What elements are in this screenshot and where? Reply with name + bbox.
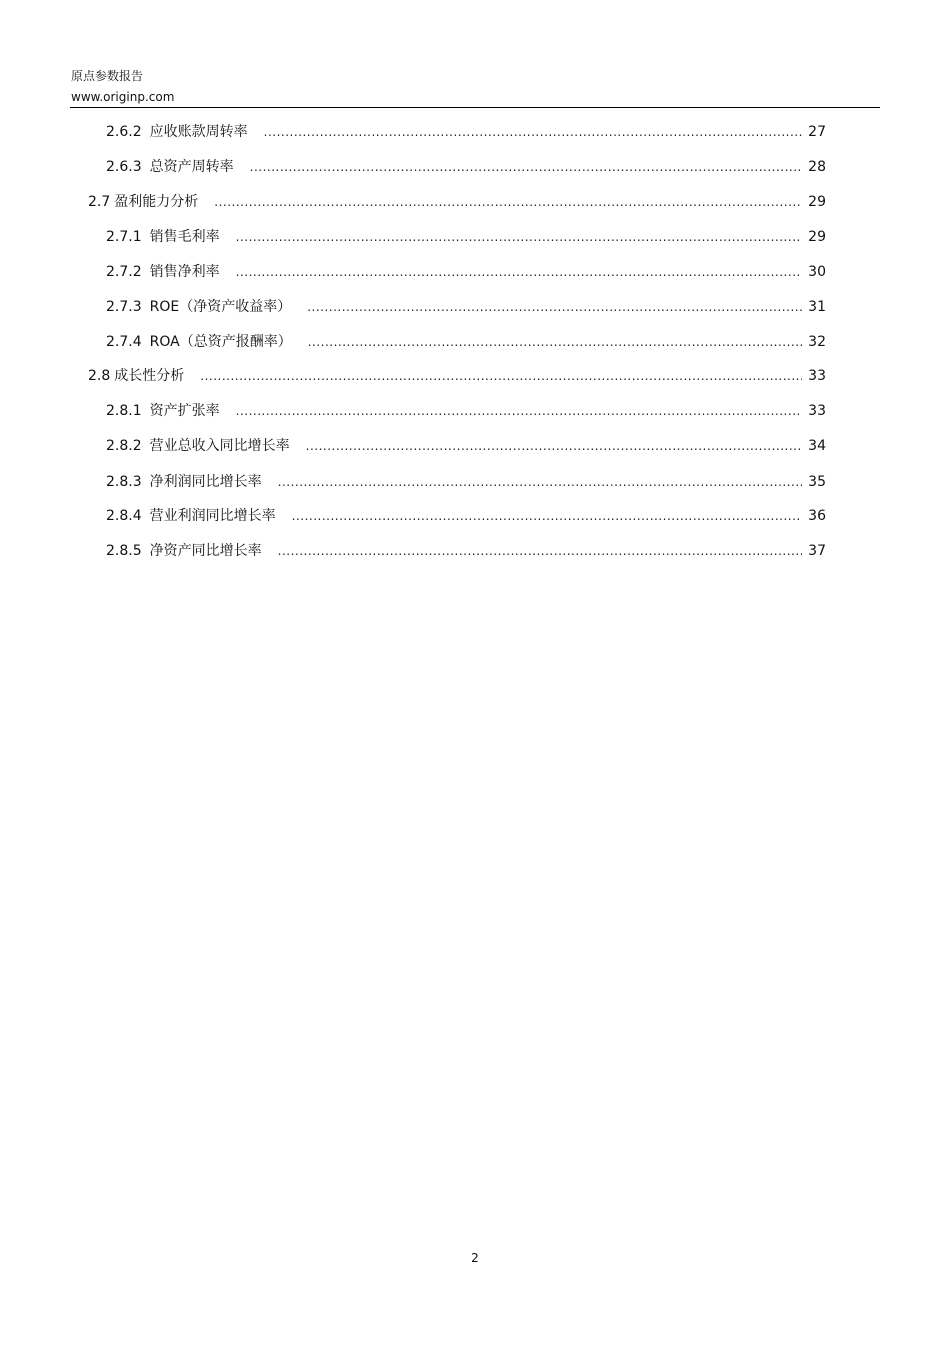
toc-entry-number: 2.6.2 — [106, 124, 142, 140]
toc-entry-number: 2.8.5 — [106, 543, 142, 559]
toc-entry-title: 应收账款周转率 — [149, 124, 248, 140]
toc-entry-page: 34 — [808, 438, 826, 454]
toc-dot-leader — [307, 297, 802, 317]
toc-entry-number: 2.8 — [88, 368, 111, 384]
toc-entry[interactable] — [106, 122, 826, 142]
toc-entry-page: 29 — [808, 194, 826, 210]
toc-entry-title: 总资产周转率 — [149, 159, 234, 175]
toc-entry-number: 2.7.2 — [106, 264, 142, 280]
toc-dot-leader — [278, 541, 802, 561]
toc-entry[interactable] — [106, 262, 826, 282]
toc-entry-title: 净资产同比增长率 — [149, 543, 262, 559]
toc-entry-page: 30 — [808, 264, 826, 280]
toc-entry[interactable] — [106, 157, 826, 177]
toc-entry[interactable] — [88, 192, 826, 212]
header-divider — [70, 107, 880, 108]
toc-entry-page: 29 — [808, 229, 826, 245]
toc-entry[interactable] — [106, 541, 826, 561]
toc-entry-number: 2.7.1 — [106, 229, 142, 245]
toc-entry-number: 2.8.2 — [106, 438, 142, 454]
toc-entry-page: 31 — [808, 299, 826, 315]
toc-entry[interactable] — [106, 506, 826, 526]
toc-entry[interactable] — [106, 436, 826, 456]
toc-entry-title: ROE（净资产收益率） — [149, 299, 292, 315]
toc-entry[interactable] — [106, 472, 826, 492]
toc-entry-number: 2.8.3 — [106, 474, 142, 490]
toc-entry-title: 营业利润同比增长率 — [149, 508, 276, 524]
toc-entry-number: 2.6.3 — [106, 159, 142, 175]
toc-entry-number: 2.7.4 — [106, 334, 142, 350]
toc-entry-page: 27 — [808, 124, 826, 140]
toc-dot-leader — [200, 366, 802, 386]
toc-entry[interactable] — [106, 332, 826, 352]
toc-entry-page: 33 — [808, 403, 826, 419]
toc-dot-leader — [278, 472, 802, 492]
toc-entry-number: 2.8.4 — [106, 508, 142, 524]
report-title: 原点参数报告 — [71, 69, 144, 83]
toc-entry-title: 营业总收入同比增长率 — [149, 438, 290, 454]
toc-entry-page: 33 — [808, 368, 826, 384]
toc-entry-number: 2.7 — [88, 194, 111, 210]
toc-entry-page: 28 — [808, 159, 826, 175]
toc-dot-leader — [250, 157, 802, 177]
toc-entry-title: 成长性分析 — [114, 368, 185, 384]
toc-entry[interactable] — [106, 401, 826, 421]
toc-entry-page: 36 — [808, 508, 826, 524]
toc-entry-page: 32 — [808, 334, 826, 350]
toc-entry-number: 2.7.3 — [106, 299, 142, 315]
toc-entry-page: 37 — [808, 543, 826, 559]
toc-dot-leader — [264, 122, 802, 142]
page-number: 2 — [471, 1251, 479, 1265]
toc-entry[interactable] — [106, 297, 826, 317]
toc-entry-number: 2.8.1 — [106, 403, 142, 419]
toc-dot-leader — [214, 192, 802, 212]
toc-dot-leader — [236, 401, 802, 421]
toc-entry[interactable] — [106, 227, 826, 247]
toc-dot-leader — [308, 332, 802, 352]
toc-entry-title: 资产扩张率 — [149, 403, 220, 419]
toc-dot-leader — [236, 262, 802, 282]
toc-entry-title: 净利润同比增长率 — [149, 474, 262, 490]
toc-entry-title: 盈利能力分析 — [114, 194, 199, 210]
toc-entry-title: 销售毛利率 — [149, 229, 220, 245]
toc-entry-page: 35 — [808, 474, 826, 490]
toc-entry-title: ROA（总资产报酬率） — [149, 334, 292, 350]
website-url: www.originp.com — [71, 90, 175, 104]
toc-entry[interactable] — [88, 366, 826, 386]
toc-entry-title: 销售净利率 — [149, 264, 220, 280]
toc-dot-leader — [292, 506, 802, 526]
toc-dot-leader — [236, 227, 802, 247]
page-header — [71, 66, 174, 108]
toc-dot-leader — [306, 436, 802, 456]
